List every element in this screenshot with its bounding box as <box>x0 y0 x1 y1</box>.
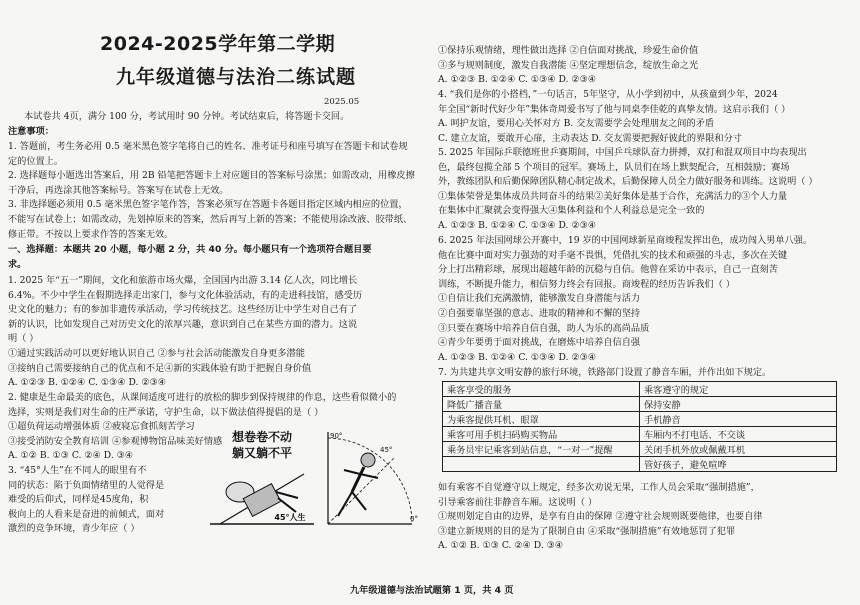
question-1 <box>8 274 362 391</box>
q7-intro: 7. 为共建共享文明安静的旅行环境，铁路部门设置了静音车厢，并作出如下规定。 <box>438 367 772 378</box>
q5-line: 5. 2025 年国际乒联德班世乒赛期间，中国乒乓球队奋力拼搏，双打和混双项目中均表现出 <box>438 147 807 158</box>
q1-line: 新的认识，比如发现自己对历史文化的浓厚兴趣，意识到自己在某些方面的潜力。这说 <box>8 318 358 330</box>
notes-line: 3. 非选择题必须用 0.5 毫米黑色签字笔作答，答案必须写在答题卡各题目指定区域内相应的位置， <box>8 199 408 211</box>
question-3-options <box>438 44 698 88</box>
q6-options: A. ①②③ B. ①②④ C. ①③④ D. ②③④ <box>438 351 597 363</box>
table-cell: 管好孩子，避免喧哗 <box>640 457 837 472</box>
question-4 <box>438 88 790 146</box>
q6-line: ④青少年要勇于面对挑战，在磨炼中培养自信自强 <box>438 337 641 349</box>
q5-line: 色，最终包揽全部 5 个项目的冠军。赛场上，队员们在场上默契配合，互相鼓励；赛场 <box>438 161 790 173</box>
q1-options: A. ①②③ B. ①②④ C. ①③④ D. ②③④ <box>8 377 167 389</box>
q2-line: ③接受消防安全教育培训 ④参观博物馆品味美好情感 <box>8 435 223 447</box>
q7-options: A. ①② B. ①③ C. ②④ D. ③④ <box>438 540 564 552</box>
exam-intro: 本试卷共 4页，满分 100 分，考试用时 90 分钟。考试结束后，将答题卡交回。 <box>24 111 350 122</box>
runner-leg-icon <box>338 492 352 516</box>
runner-torso-icon <box>352 467 364 492</box>
q3-option-line: ③多与规则制度，激发自我潜能 ④坚定理想信念，绽放生命之光 <box>438 59 699 71</box>
question-6 <box>438 234 812 365</box>
q2-line: 2. 健康是生命最美的底色，从课间适度可进行的放松的脚步到保持规律的作息，这些看似微小的 <box>8 392 397 403</box>
table-cell <box>443 457 640 472</box>
exam-title-line2: 九年级道德与法治二练试题 <box>116 66 357 88</box>
q7-line: ①规则划定自由的边界，是享有自由的保障 ②遵守社会规则既要他律，也要自律 <box>438 511 763 523</box>
q3-line: 难受的后仰式，同样是45度角，积 <box>8 494 149 506</box>
q4-line: 年全国“新时代好少年”集体奇周爱书写了他与同桌李佳乾的真挚友情。这启示我们（ ） <box>438 103 791 115</box>
cartoon-leg-icon <box>276 492 298 498</box>
notes-block <box>8 140 415 242</box>
q7-line: ③建立新规则的目的是为了限制自由 ④采取“强制措施”有效地惩罚了犯罪 <box>438 525 736 537</box>
q6-line: ②自强要靠坚强的意志、进取的精神和不懈的坚持 <box>438 307 641 319</box>
table-cell: 乘务员牢记乘客到站信息，“一对一”提醒 <box>443 442 640 457</box>
cartoon-lying-figure <box>206 428 318 530</box>
q5-line: 外，教练团队和后勤保障团队精心制定战术，后勤保障人员全力做好服务和训练。这说明（ ） <box>438 176 818 188</box>
notes-heading: 注意事项： <box>8 126 54 137</box>
runner-head-icon <box>361 453 375 467</box>
table-cell: 保持安静 <box>640 397 837 412</box>
q6-line: 他在比赛中面对实力强劲的对手毫不畏惧，凭借扎实的技术和顽强的斗志，多次在关键 <box>438 249 788 261</box>
question-5 <box>438 146 818 234</box>
cartoon-caption-line2: 躺又躺不平 <box>231 446 293 460</box>
notes-line: 干净后，再选涂其他答案标号。答案写在试卷上无效。 <box>8 184 229 196</box>
table-row <box>443 397 837 412</box>
q6-line: 分上打出精彩球，展现出超越年龄的沉稳与自信。他曾在采访中表示，自己一直刻苦 <box>438 264 778 276</box>
table-row <box>443 412 837 427</box>
q7-after <box>438 481 762 554</box>
runner-arm-icon <box>344 470 360 474</box>
q5-options: A. ①②③ B. ①②④ C. ①③④ D. ②③④ <box>438 219 597 231</box>
q3-line: 同的状态：陷于负面情绪里的人觉得是 <box>8 479 165 491</box>
q5-line: 在集体中汇聚就会变得强大④集体利益和个人利益总是完全一致的 <box>438 205 705 217</box>
table-row <box>443 427 837 442</box>
table-header-services: 乘客享受的服务 <box>443 382 640 397</box>
q6-line: ①自信让我们充满激情，能够激发自身潜能与活力 <box>438 293 641 305</box>
angle-90-label: 90° <box>330 432 343 440</box>
q3-line: 激烈的竞争环境，青少年应（ ） <box>8 523 140 535</box>
table-header-row <box>443 382 837 397</box>
angle-0-label: 0° <box>410 515 418 523</box>
cartoon-caption-line1: 想卷卷不动 <box>231 430 293 444</box>
q4-line: 4. “我们是你的小搭档，”一句话言，5年坚守，从小学到初中，从孩童到少年，2024 <box>438 89 778 100</box>
q6-line: 训练，不断提升能力，相信努力终会有回报。商竣程的经历告诉我们（ ） <box>438 278 735 290</box>
q1-line: ③接纳自己需要接纳自己的优点和不足④新的实践体验有助于把握自身价值 <box>8 362 312 374</box>
table-cell: 乘客可用手机扫码购买物品 <box>443 427 640 442</box>
cartoon-45-life-label: 45°人生 <box>274 513 306 522</box>
table-cell: 降低广播音量 <box>443 397 640 412</box>
q6-line: ③只要在赛场中培养自信自强，助人为乐的高尚品质 <box>438 322 650 334</box>
angle-45-label: 45° <box>380 446 393 454</box>
q2-line: 选择，实则是我们对生命的庄严承诺，守护生命，以下做法值得提倡的是（ ） <box>8 406 324 418</box>
table-cell: 车厢内不打电话、不交谈 <box>640 427 837 442</box>
table-cell: 为乘客提供耳机、眼罩 <box>443 412 640 427</box>
q1-line: 6.4%。不少中学生在假期选择走出家门，参与文化体验活动，有的走进科技馆，感受历 <box>8 289 363 301</box>
q4-line: A. 呵护友谊，要用心关怀对方 B. 交友需要学会处理朋友之间的矛盾 <box>438 118 715 130</box>
section1-heading <box>8 243 372 272</box>
table-row <box>443 442 837 457</box>
notes-line: 定的位置上。 <box>8 155 64 167</box>
q1-line: ①通过实践活动可以更好地认识自己 ②参与社会活动能激发自身更多潜能 <box>8 347 305 359</box>
q5-line: ①集体荣誉是集体成员共同奋斗的结果②美好集体是基于合作，充满活力的③个人力量 <box>438 190 788 202</box>
exam-title-line1: 2024-2025学年第二学期 <box>100 33 336 55</box>
notes-line: 不能写在试卷上；如需改动，先划掉原来的答案，然后再写上新的答案；不能使用涂改液、胶带纸、 <box>8 213 413 225</box>
notes-line: 1. 答题前，考生务必用 0.5 毫米黑色签字笔将自己的姓名、准考证号和座号填写在答题卡和试卷规 <box>8 141 408 152</box>
q4-line: C. 建立友谊，要敢开心扉，主动表达 D. 交友需要把握好彼此的界限和分寸 <box>438 132 742 144</box>
table-cell: 手机静音 <box>640 412 837 427</box>
table-cell: 关闭手机外放或佩戴耳机 <box>640 442 837 457</box>
q3-option-line: ①保持乐观情绪，理性做出选择 ②自信面对挑战，珍爱生命价值 <box>438 45 699 56</box>
notes-line: 修正带。不按以上要求作答的答案无效。 <box>8 228 174 240</box>
q1-line: 史文化的魅力；有的参加非遗传承活动，学习传统技艺。这些经历让中学生对自己有了 <box>8 304 358 316</box>
q1-line: 明（ ） <box>8 333 39 345</box>
q2-options: A. ①② B. ①③ C. ②④ D. ③④ <box>8 450 134 462</box>
cartoon-arc-icon <box>328 438 412 522</box>
cartoon-running-figure <box>322 428 422 530</box>
question-3 <box>8 464 164 537</box>
table-row <box>443 457 837 472</box>
notes-line: 2. 选择题每小题选出答案后，用 2B 铅笔把答题卡上对应题目的答案标号涂黑；如需改动，用橡皮擦 <box>8 170 415 182</box>
runner-leg-icon <box>352 492 366 510</box>
cartoon-leg-icon <box>278 498 296 512</box>
q3-line: 3. “45°人生”在不同人的眼里有不 <box>8 465 147 476</box>
page-footer: 九年级道德与法治试题第 1 页，共 4 页 <box>350 585 514 596</box>
cartoon-45-line <box>328 458 394 524</box>
q7-line: 如有乘客不自觉遵守以上规定，经多次劝说无果，工作人员会采取“强制措施”， <box>438 482 760 493</box>
q3-options: A. ①②③ B. ①②④ C. ①③④ D. ②③④ <box>438 74 597 86</box>
section1-heading-line: 一、选择题：本题共 20 小题，每小题 2 分，共 40 分。每小题只有一个选项符合题目要 <box>8 244 372 255</box>
q1-line: 1. 2025 年“五一”期间，文化和旅游市场火爆，全国国内出游 3.14 亿人次，同比增长 <box>8 275 358 286</box>
q7-rules-table <box>442 381 837 472</box>
q2-line: ①超负荷运动增强体质 ②疲寝忘食抓刻苦学习 <box>8 421 195 433</box>
q6-line: 6. 2025 年法国网球公开赛中，19 岁的中国网球新星商竣程发挥出色，成功闯入男单八强。 <box>438 235 813 246</box>
q3-line: 极向上的人看来是奋进的前倾式，面对 <box>8 508 165 520</box>
q7-table-wrapper <box>442 381 837 472</box>
exam-date: 2025.05 <box>324 97 360 107</box>
runner-arm-icon <box>360 474 378 478</box>
q7-line: 引导乘客前往非静音车厢。这说明（ ） <box>438 496 598 508</box>
table-header-rules: 乘客遵守的规定 <box>640 382 837 397</box>
section1-heading-line: 求。 <box>8 258 27 270</box>
